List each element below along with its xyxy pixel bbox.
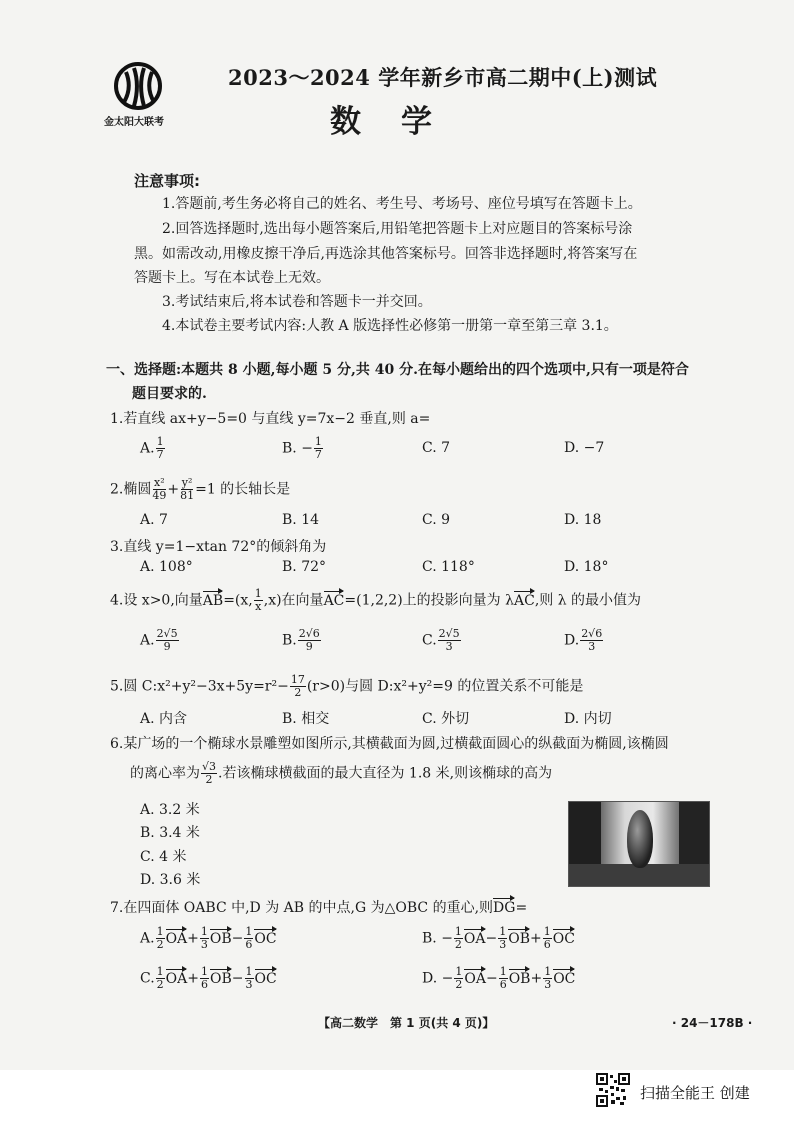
q2-option-b: B. 14 — [282, 512, 320, 528]
q3-option-d: D. 18° — [564, 559, 609, 575]
exam-title: 2023～2024 学年新乡市高二期中(上)测试 — [228, 65, 658, 90]
scanner-watermark: 扫描全能王 创建 — [640, 1084, 750, 1102]
q2-stem: 2.椭圆 $\frac{\text{x²}}{49}$ + $\frac{\text{y²}}{81}$ =1 的长轴长是 — [110, 476, 291, 502]
q7-option-d: D. − $\frac{1}{2}$ OA− $\frac{1}{6}$ OB+ $\frac{1}{3}$ OC — [422, 965, 576, 991]
q4-stem: 4.设 x>0,向量AB=(x, $\frac{1}{x}$ ,x)在向量AC=(1,2,2)上的投影向量为 λAC,则 λ 的最小值为 — [110, 587, 642, 613]
notes-line-2a: 2.回答选择题时,选出每小题答案后,用铅笔把答题卡上对应题目的答案标号涂 — [162, 221, 633, 237]
exam-subject: 数学 — [330, 104, 472, 140]
q3-option-c: C. 118° — [422, 559, 475, 575]
qr-code-icon — [596, 1073, 630, 1107]
q3-stem: 3.直线 y=1−xtan 72°的倾斜角为 — [110, 539, 327, 555]
exam-code: · 24－178B · — [672, 1016, 753, 1030]
sculpture-photo — [568, 801, 710, 887]
q6-stem-1: 6.某广场的一个椭球水景雕塑如图所示,其横截面为圆,过横截面圆心的纵截面为椭圆,该椭圆 — [110, 736, 669, 752]
q1-option-b: B. − $\frac{1}{7}$ — [282, 435, 322, 461]
q1-option-c: C. 7 — [422, 440, 451, 456]
q4-option-c: C. $\frac{2√5}{3}$ — [422, 627, 460, 653]
q1-option-d: D. −7 — [564, 440, 605, 456]
q5-option-c: C. 外切 — [422, 711, 470, 727]
q6-stem-2: 的离心率为 $\frac{√3}{2}$ .若该椭球横截面的最大直径为 1.8 米,则该椭球的高为 — [130, 760, 553, 786]
q2-option-d: D. 18 — [564, 512, 602, 528]
q6-option-b: B. 3.4 米 — [140, 825, 200, 841]
q7-option-b: B. − $\frac{1}{2}$ OA− $\frac{1}{3}$ OB+ $\frac{1}{6}$ OC — [422, 925, 575, 951]
q7-stem: 7.在四面体 OABC 中,D 为 AB 的中点,G 为△OBC 的重心,则DG= — [110, 900, 528, 916]
section-heading-2: 题目要求的. — [132, 386, 207, 402]
q6-option-a: A. 3.2 米 — [140, 802, 200, 818]
notes-line-3: 3.考试结束后,将本试卷和答题卡一并交回。 — [162, 294, 432, 310]
notes-line-2c: 答题卡上。写在本试卷上无效。 — [134, 270, 330, 286]
q6-option-d: D. 3.6 米 — [140, 872, 201, 888]
q4-option-a: A. $\frac{2√5}{9}$ — [140, 627, 178, 653]
notes-line-4: 4.本试卷主要考试内容:人教 A 版选择性必修第一册第一章至第三章 3.1。 — [162, 318, 618, 334]
q7-option-c: C. $\frac{1}{2}$ OA+ $\frac{1}{6}$ OB− $\frac{1}{3}$ OC — [140, 965, 277, 991]
q5-option-b: B. 相交 — [282, 711, 330, 727]
q2-option-c: C. 9 — [422, 512, 451, 528]
notes-heading: 注意事项: — [134, 172, 200, 190]
section-heading-1: 一、选择题:本题共 8 小题,每小题 5 分,共 40 分.在每小题给出的四个选项中,只有一项是符合 — [106, 362, 689, 378]
q5-option-a: A. 内含 — [140, 711, 188, 727]
q1-option-a: A. $\frac{1}{7}$ — [140, 435, 164, 461]
q7-option-a: A. $\frac{1}{2}$ OA+ $\frac{1}{3}$ OB− $\frac{1}{6}$ OC — [140, 925, 277, 951]
q6-option-c: C. 4 米 — [140, 849, 187, 865]
logo-text: 金太阳大联考 — [104, 117, 164, 128]
q3-option-b: B. 72° — [282, 559, 327, 575]
q2-option-a: A. 7 — [140, 512, 168, 528]
page-footer: 【高二数学 第 1 页(共 4 页)】 — [318, 1016, 495, 1030]
q5-stem: 5.圆 C:x²+y²−3x+5y=r²− $\frac{17}{2}$ (r>0)与圆 D:x²+y²=9 的位置关系不可能是 — [110, 673, 584, 699]
q3-option-a: A. 108° — [140, 559, 193, 575]
q1-stem: 1.若直线 ax+y−5=0 与直线 y=7x−2 垂直,则 a= — [110, 411, 431, 427]
q4-option-b: B. $\frac{2√6}{9}$ — [282, 627, 320, 653]
notes-line-2b: 黑。如需改动,用橡皮擦干净后,再选涂其他答案标号。回答非选择题时,将答案写在 — [134, 246, 638, 262]
notes-line-1: 1.答题前,考生务必将自己的姓名、考生号、考场号、座位号填写在答题卡上。 — [162, 196, 642, 212]
q5-option-d: D. 内切 — [564, 711, 612, 727]
q4-option-d: D. $\frac{2√6}{3}$ — [564, 627, 603, 653]
